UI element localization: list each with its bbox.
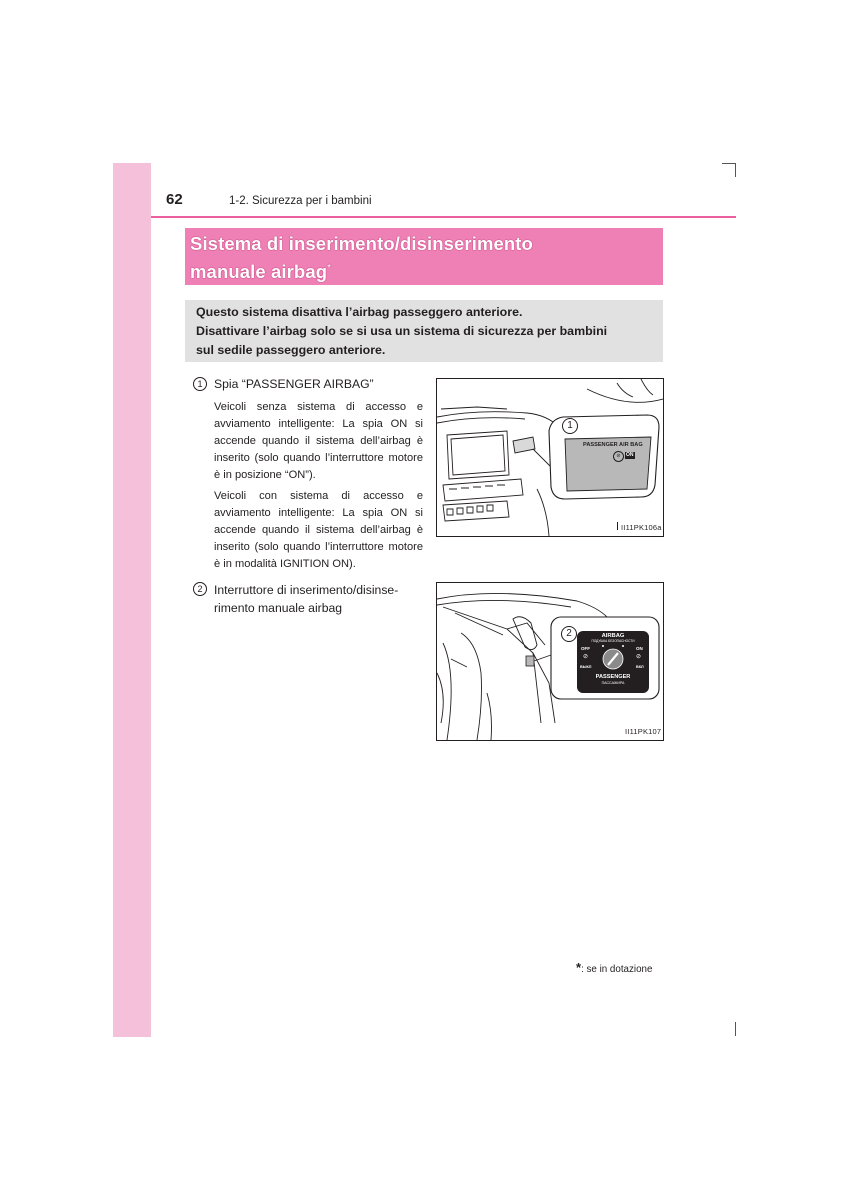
item-number-2: 2 — [193, 582, 207, 596]
switch-on-label: ON — [636, 646, 643, 651]
item-2-label-line2: rimento manuale airbag — [214, 601, 343, 615]
intro-line2: Disattivare l’airbag solo se si usa un sistema di sicurezza per bambini — [196, 324, 608, 338]
crop-mark — [735, 1022, 736, 1036]
airbag-on-symbol-icon: ⊘ — [636, 654, 642, 660]
glovebox-illustration — [437, 583, 663, 740]
figure-dashboard-indicator — [436, 378, 664, 537]
switch-airbag-label: AIRBAG — [601, 633, 625, 639]
item-number-1: 1 — [193, 377, 207, 391]
figure-2-callout: 2 — [561, 626, 577, 642]
switch-on-sublabel: ВКЛ — [636, 665, 644, 669]
figure-2-code: II11PK107 — [625, 727, 662, 736]
intro-text — [196, 303, 607, 360]
on-indicator: ON — [626, 452, 634, 458]
airbag-off-symbol-icon: ⊘ — [583, 654, 589, 660]
section-title-line1: Sistema di inserimento/disinserimento — [190, 233, 533, 254]
item-1-paragraph-2: Veicoli con sistema di accesso e avviamento intelligente: La spia ON si accende quando il sistema dell’airbag è inserito (solo quando l’interruttore motore è in modalità IGNITION ON). — [214, 490, 423, 570]
switch-passenger-label: PASSENGER — [595, 674, 631, 680]
page-number: 62 — [166, 191, 183, 208]
footnote-marker: * — [327, 263, 332, 274]
switch-passenger-sublabel: ПАССАЖИРА — [601, 681, 625, 685]
figure-code-tick — [617, 522, 618, 530]
section-title-box — [185, 228, 663, 285]
figure-airbag-switch — [436, 582, 664, 741]
item-2-label — [214, 581, 398, 617]
item-1-paragraph-1: Veicoli senza sistema di accesso e avviamento intelligente: La spia ON si accende quando il sistema dell’airbag è inserito (solo quando l’interruttore motore è in posizione “ON”). — [214, 401, 423, 481]
item-2-label-line1: Interruttore di inserimento/disinse- — [214, 583, 399, 597]
switch-off-sublabel: ВЫКЛ — [580, 665, 592, 669]
switch-off-label: OFF — [581, 646, 590, 651]
intro-line3: sul sedile passeggero anteriore. — [196, 343, 386, 357]
section-title-line2: manuale airbag — [190, 261, 328, 283]
footnote-asterisk: * — [576, 960, 582, 975]
intro-line1: Questo sistema disattiva l’airbag passeggero anteriore. — [196, 305, 523, 319]
side-tab-strip — [113, 163, 151, 1037]
crop-mark — [735, 163, 736, 177]
airbag-off-icon: ⊘ — [613, 451, 624, 462]
figure-1-callout: 1 — [562, 418, 578, 434]
section-title — [190, 231, 533, 284]
figure-1-code: II11PK106a — [621, 523, 662, 532]
passenger-airbag-panel-text: PASSENGER AIR BAG — [583, 442, 643, 448]
header-rule — [151, 216, 736, 218]
switch-airbag-sublabel: ПОДУШКА БЕЗОПАСНОСТИ — [591, 639, 635, 643]
footnote-text: : se in dotazione — [581, 964, 653, 975]
intro-box — [185, 300, 663, 362]
chapter-title: 1-2. Sicurezza per i bambini — [229, 195, 372, 207]
item-1-label: Spia “PASSENGER AIRBAG” — [214, 377, 374, 391]
crop-mark — [722, 163, 736, 164]
footnote — [576, 960, 652, 975]
